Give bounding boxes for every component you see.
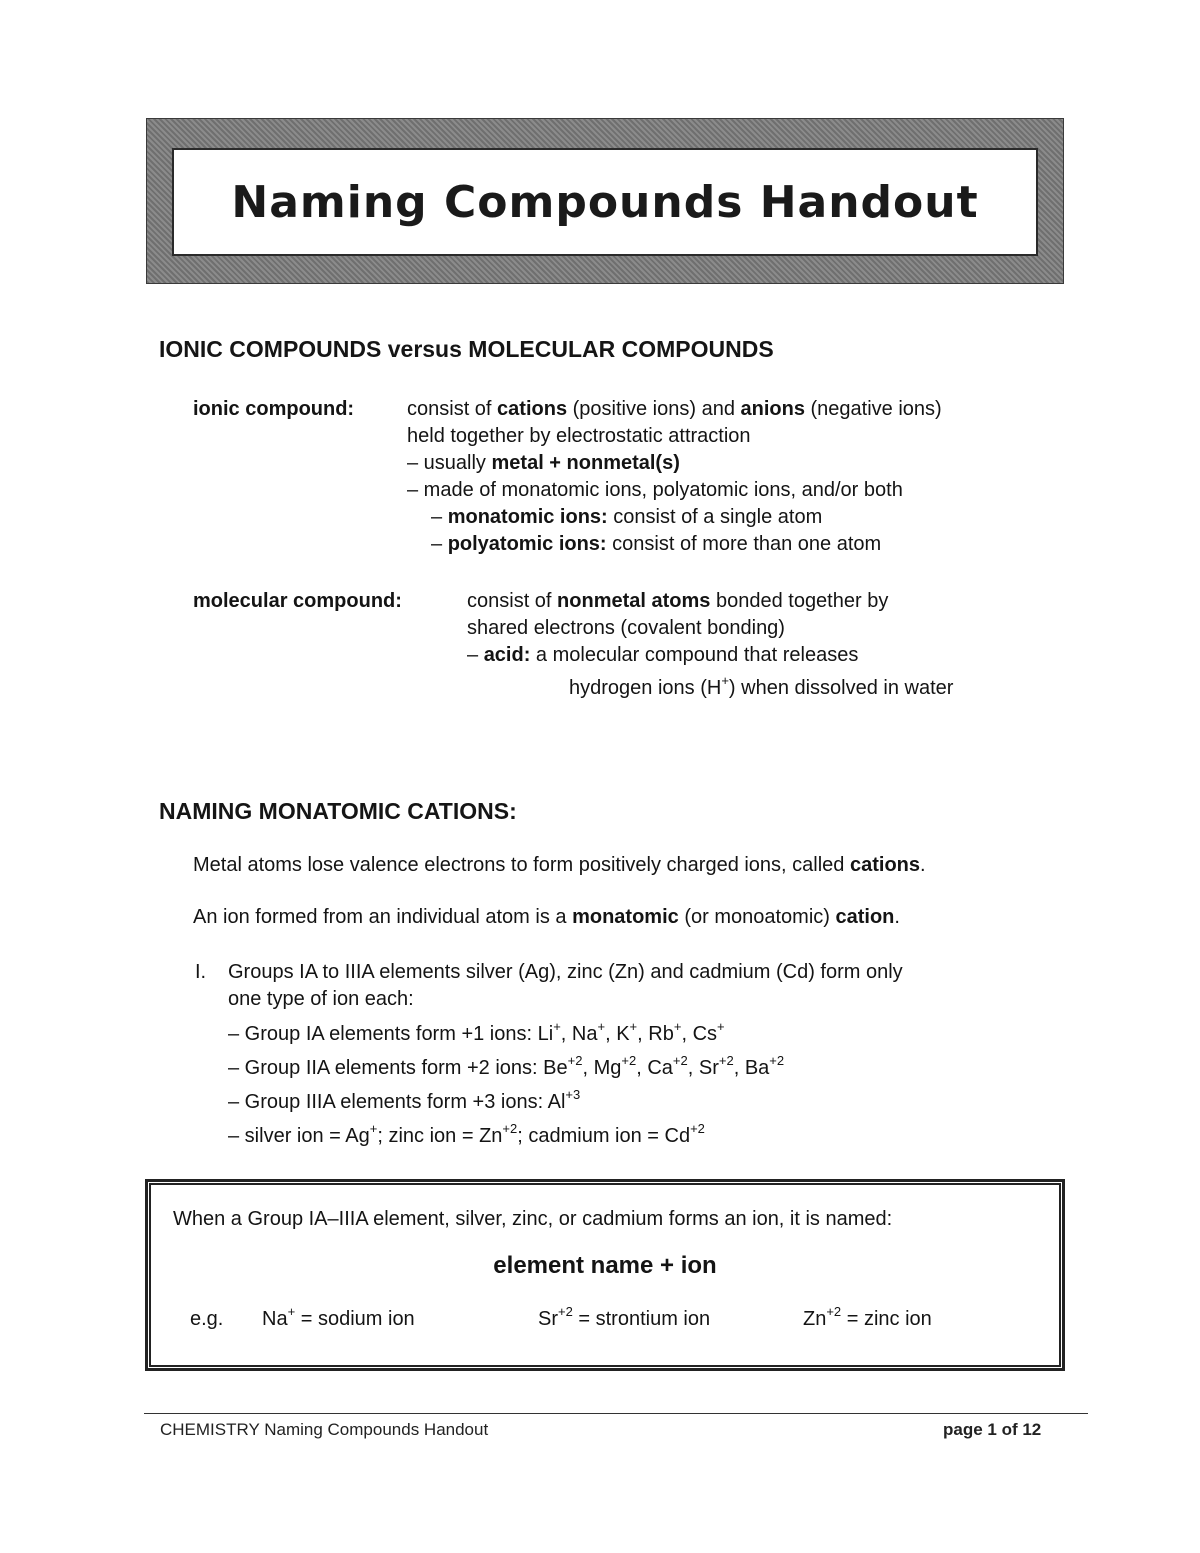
page-title: Naming Compounds Handout bbox=[231, 176, 979, 228]
group-ia-ions: Li+, Na+, K+, Rb+, Cs+ bbox=[537, 1019, 725, 1045]
ion-symbol: Na bbox=[571, 1023, 598, 1045]
list-item-number: I. bbox=[195, 961, 207, 983]
ion-symbol: Rb bbox=[648, 1023, 674, 1045]
ionic-line-2: held together by electrostatic attraction bbox=[407, 425, 751, 447]
group-ia-line: – Group IA elements form +1 ions: Li+, Na+, K+, Rb+, Cs+ bbox=[228, 1019, 725, 1045]
molecular-line-4: hydrogen ions (H+) when dissolved in water bbox=[569, 673, 954, 699]
ionic-line-3: – usually metal + nonmetal(s) bbox=[407, 452, 680, 474]
ion-charge: + bbox=[597, 1019, 606, 1034]
list-item-groups bbox=[228, 959, 903, 1150]
ion-charge: +2 bbox=[718, 1053, 734, 1068]
ion-symbol: Mg bbox=[593, 1057, 622, 1079]
footer-page-number: page 1 of 12 bbox=[943, 1420, 1042, 1439]
ion-symbol: Sr bbox=[698, 1057, 719, 1079]
example-zinc: $Zn^{+2}$ = zinc ion bbox=[803, 1304, 932, 1330]
groups-line-2: one type of ion each: bbox=[228, 988, 414, 1010]
molecular-line-1: consist of nonmetal atoms bonded together by bbox=[467, 590, 889, 612]
example-sodium: Na+ = sodium ion bbox=[262, 1304, 415, 1330]
ionic-line-4: – made of monatomic ions, polyatomic ions, and/or both bbox=[407, 479, 903, 501]
section-heading-ionic-vs-molecular: IONIC COMPOUNDS versus MOLECULAR COMPOUNDS bbox=[159, 336, 774, 362]
example-strontium: $Sr^{+2}$ = strontium ion bbox=[538, 1304, 711, 1330]
term-molecular-compound: molecular compound: bbox=[193, 590, 402, 612]
example-label: e.g. bbox=[190, 1308, 224, 1330]
ion-charge: +2 bbox=[769, 1053, 785, 1068]
ion-charge: + bbox=[717, 1019, 725, 1034]
molecular-line-3: – acid: a molecular compound that releases bbox=[467, 644, 859, 666]
ionic-definition bbox=[407, 396, 942, 558]
molecular-definition bbox=[467, 588, 953, 702]
rule-intro: When a Group IA–IIIA element, silver, zinc, or cadmium forms an ion, it is named: bbox=[173, 1208, 893, 1230]
groups-line-1: Groups IA to IIIA elements silver (Ag), zinc (Zn) and cadmium (Cd) form only bbox=[228, 961, 903, 983]
term-ionic-compound: ionic compound: bbox=[193, 398, 355, 420]
ion-symbol: Cs bbox=[692, 1023, 718, 1045]
ion-charge: +2 bbox=[621, 1053, 637, 1068]
ion-symbol: Be bbox=[543, 1057, 568, 1079]
ionic-line-6: – polyatomic ions: consist of more than one atom bbox=[431, 533, 882, 555]
paragraph-monatomic: An ion formed from an individual atom is a monatomic (or monoatomic) cation. bbox=[193, 906, 900, 928]
ionic-line-1: consist of cations (positive ions) and anions (negative ions) bbox=[407, 398, 942, 420]
ion-charge: + bbox=[553, 1019, 561, 1034]
group-iiia-line: – Group IIIA elements form +3 ions: $Al^{+3}$ bbox=[228, 1087, 581, 1113]
ion-symbol: Ba bbox=[744, 1057, 770, 1079]
footer-divider bbox=[144, 1413, 1088, 1414]
ion-charge: + bbox=[629, 1019, 638, 1034]
group-iia-line: – Group IIA elements form +2 ions: $Be^{+2}$, $Mg^{+2}$, $Ca^{+2}$, $Sr^{+2}$, $Ba^{+2}$ bbox=[228, 1053, 785, 1079]
group-iia-ions: $Be^{+2}$, $Mg^{+2}$, $Ca^{+2}$, $Sr^{+2}$, $Ba^{+2}$ bbox=[543, 1053, 785, 1079]
ionic-line-5: – monatomic ions: consist of a single atom bbox=[431, 506, 823, 528]
ion-symbol: Ca bbox=[647, 1057, 673, 1079]
footer-document-name: CHEMISTRY Naming Compounds Handout bbox=[160, 1420, 489, 1439]
ion-symbol: K bbox=[616, 1023, 630, 1045]
ion-charge: +2 bbox=[672, 1053, 688, 1068]
ion-charge: + bbox=[673, 1019, 682, 1034]
ion-symbol: Li bbox=[537, 1023, 554, 1045]
ion-charge: +2 bbox=[567, 1053, 583, 1068]
paragraph-cations: Metal atoms lose valence electrons to form positively charged ions, called cations. bbox=[193, 854, 926, 876]
rule-formula: element name + ion bbox=[493, 1252, 717, 1279]
section-heading-naming-monatomic-cations: NAMING MONATOMIC CATIONS: bbox=[159, 798, 517, 824]
title-banner bbox=[172, 148, 1038, 256]
silver-zinc-cadmium-line: – silver ion = Ag+; zinc ion = $Zn^{+2}$; cadmium ion = $Cd^{+2}$ bbox=[228, 1121, 705, 1147]
molecular-line-2: shared electrons (covalent bonding) bbox=[467, 617, 785, 639]
